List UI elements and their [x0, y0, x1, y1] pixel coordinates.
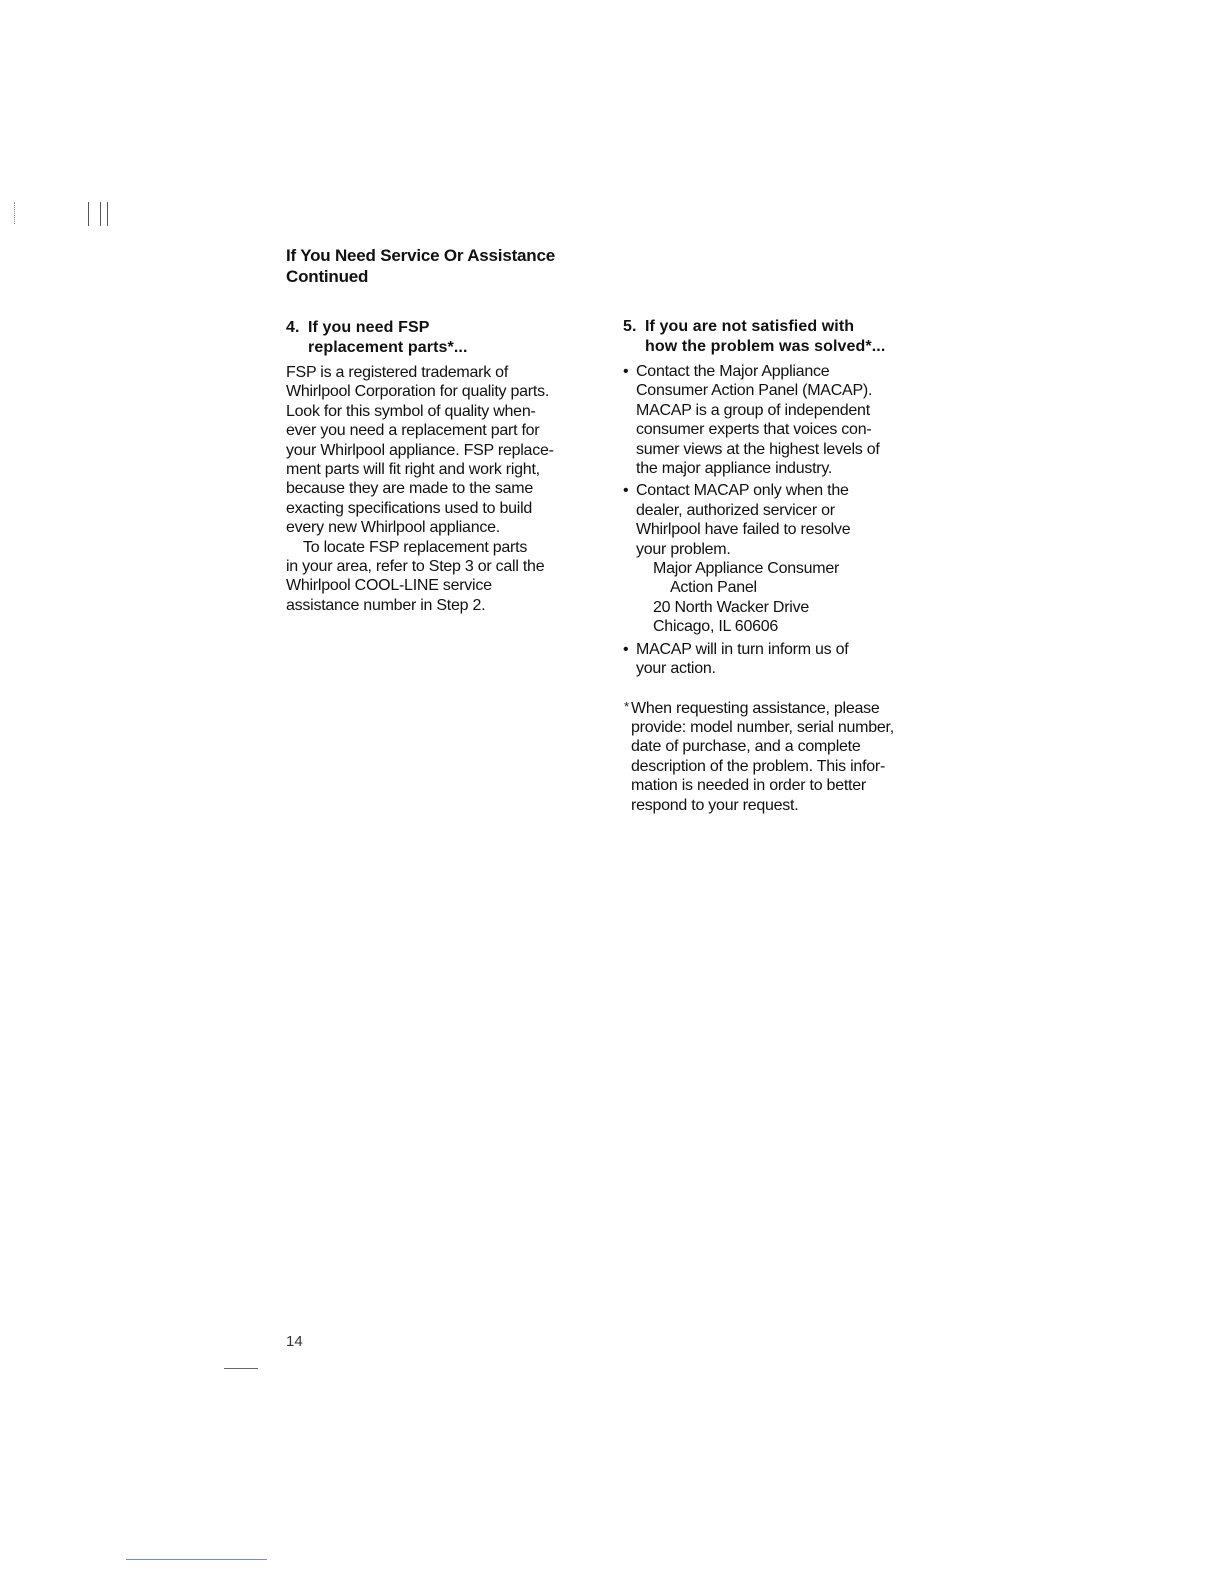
text-line: Contact the Major Appliance	[636, 363, 830, 380]
bullet-icon: •	[623, 363, 629, 380]
step-5-column	[623, 317, 943, 815]
text-line: mation is needed in order to better	[631, 777, 866, 795]
text-line: your action.	[636, 660, 716, 678]
text-line: Whirlpool have failed to resolve	[636, 521, 851, 539]
step-4-paragraph-1	[286, 363, 596, 538]
text-line: provide: model number, serial number,	[631, 718, 894, 736]
text-line: FSP is a registered trademark of	[286, 364, 509, 381]
text-line: Consumer Action Panel (MACAP).	[636, 382, 873, 400]
text-line: ever you need a replacement part for	[286, 422, 540, 440]
step-4-heading-line-2: replacement parts*...	[308, 339, 468, 356]
step-5-number: 5.	[623, 318, 637, 335]
address-line: Action Panel	[670, 579, 757, 597]
text-line: MACAP is a group of independent	[636, 401, 870, 419]
text-line: every new Whirlpool appliance.	[286, 519, 500, 537]
step-4-paragraph-2	[286, 538, 596, 616]
text-line: in your area, refer to Step 3 or call the	[286, 558, 545, 576]
bullet-item-contact-macap	[623, 362, 943, 478]
text-line: your problem.	[636, 540, 731, 558]
text-line: the major appliance industry.	[636, 460, 833, 478]
footnote-asterisk: *	[624, 698, 629, 714]
text-line: description of the problem. This infor-	[631, 757, 886, 775]
address-line: Major Appliance Consumer	[653, 560, 840, 578]
text-line: exacting specifications used to build	[286, 499, 533, 517]
step-4-number: 4.	[286, 319, 300, 336]
bullet-item-macap-inform	[623, 640, 943, 679]
footer-rule-short	[224, 1368, 258, 1369]
text-line: dealer, authorized servicer or	[636, 501, 835, 519]
bullet-icon: •	[623, 640, 629, 658]
text-line: Whirlpool Corporation for quality parts.	[286, 383, 550, 401]
text-line: Contact MACAP only when the	[636, 482, 849, 500]
section-title-line-1: If You Need Service Or Assistance	[286, 246, 555, 265]
step-5-heading	[623, 317, 943, 357]
footer-rule-blue	[126, 1559, 267, 1560]
text-line: To locate FSP replacement parts	[303, 538, 528, 556]
text-line: your Whirlpool appliance. FSP replace-	[286, 441, 554, 459]
page-number: 14	[286, 1333, 303, 1350]
scan-mark-bar-2	[100, 202, 101, 226]
scan-mark-dotted	[14, 202, 16, 224]
address-line: 20 North Wacker Drive	[653, 598, 809, 616]
section-title-line-2: Continued	[286, 267, 369, 286]
text-line: When requesting assistance, please	[631, 699, 880, 717]
step-5-heading-line-2: how the problem was solved*...	[645, 338, 886, 355]
step-4-heading	[286, 318, 596, 358]
text-line: consumer experts that voices con-	[636, 421, 872, 439]
macap-bullet-list	[623, 362, 943, 679]
text-line: respond to your request.	[631, 796, 799, 814]
bullet-icon: •	[623, 482, 629, 500]
text-line: date of purchase, and a complete	[631, 738, 861, 756]
text-line: Look for this symbol of quality when-	[286, 402, 536, 420]
section-title	[286, 245, 626, 287]
text-line: assistance number in Step 2.	[286, 596, 486, 614]
bullet-item-when-to-contact	[623, 481, 943, 636]
footnote	[623, 699, 943, 815]
scan-mark-bar-3	[107, 202, 108, 226]
text-line: ment parts will fit right and work right,	[286, 461, 540, 479]
step-4-column	[286, 318, 596, 615]
text-line: MACAP will in turn inform us of	[636, 640, 849, 658]
scan-mark-bar-1	[88, 202, 89, 226]
text-line: because they are made to the same	[286, 480, 534, 498]
text-line: Whirlpool COOL-LINE service	[286, 577, 492, 595]
macap-address	[636, 559, 943, 637]
text-line: sumer views at the highest levels of	[636, 440, 880, 458]
step-5-heading-line-1: If you are not satisfied with	[645, 318, 855, 335]
address-line: Chicago, IL 60606	[653, 618, 779, 636]
step-4-heading-line-1: If you need FSP	[308, 319, 430, 336]
